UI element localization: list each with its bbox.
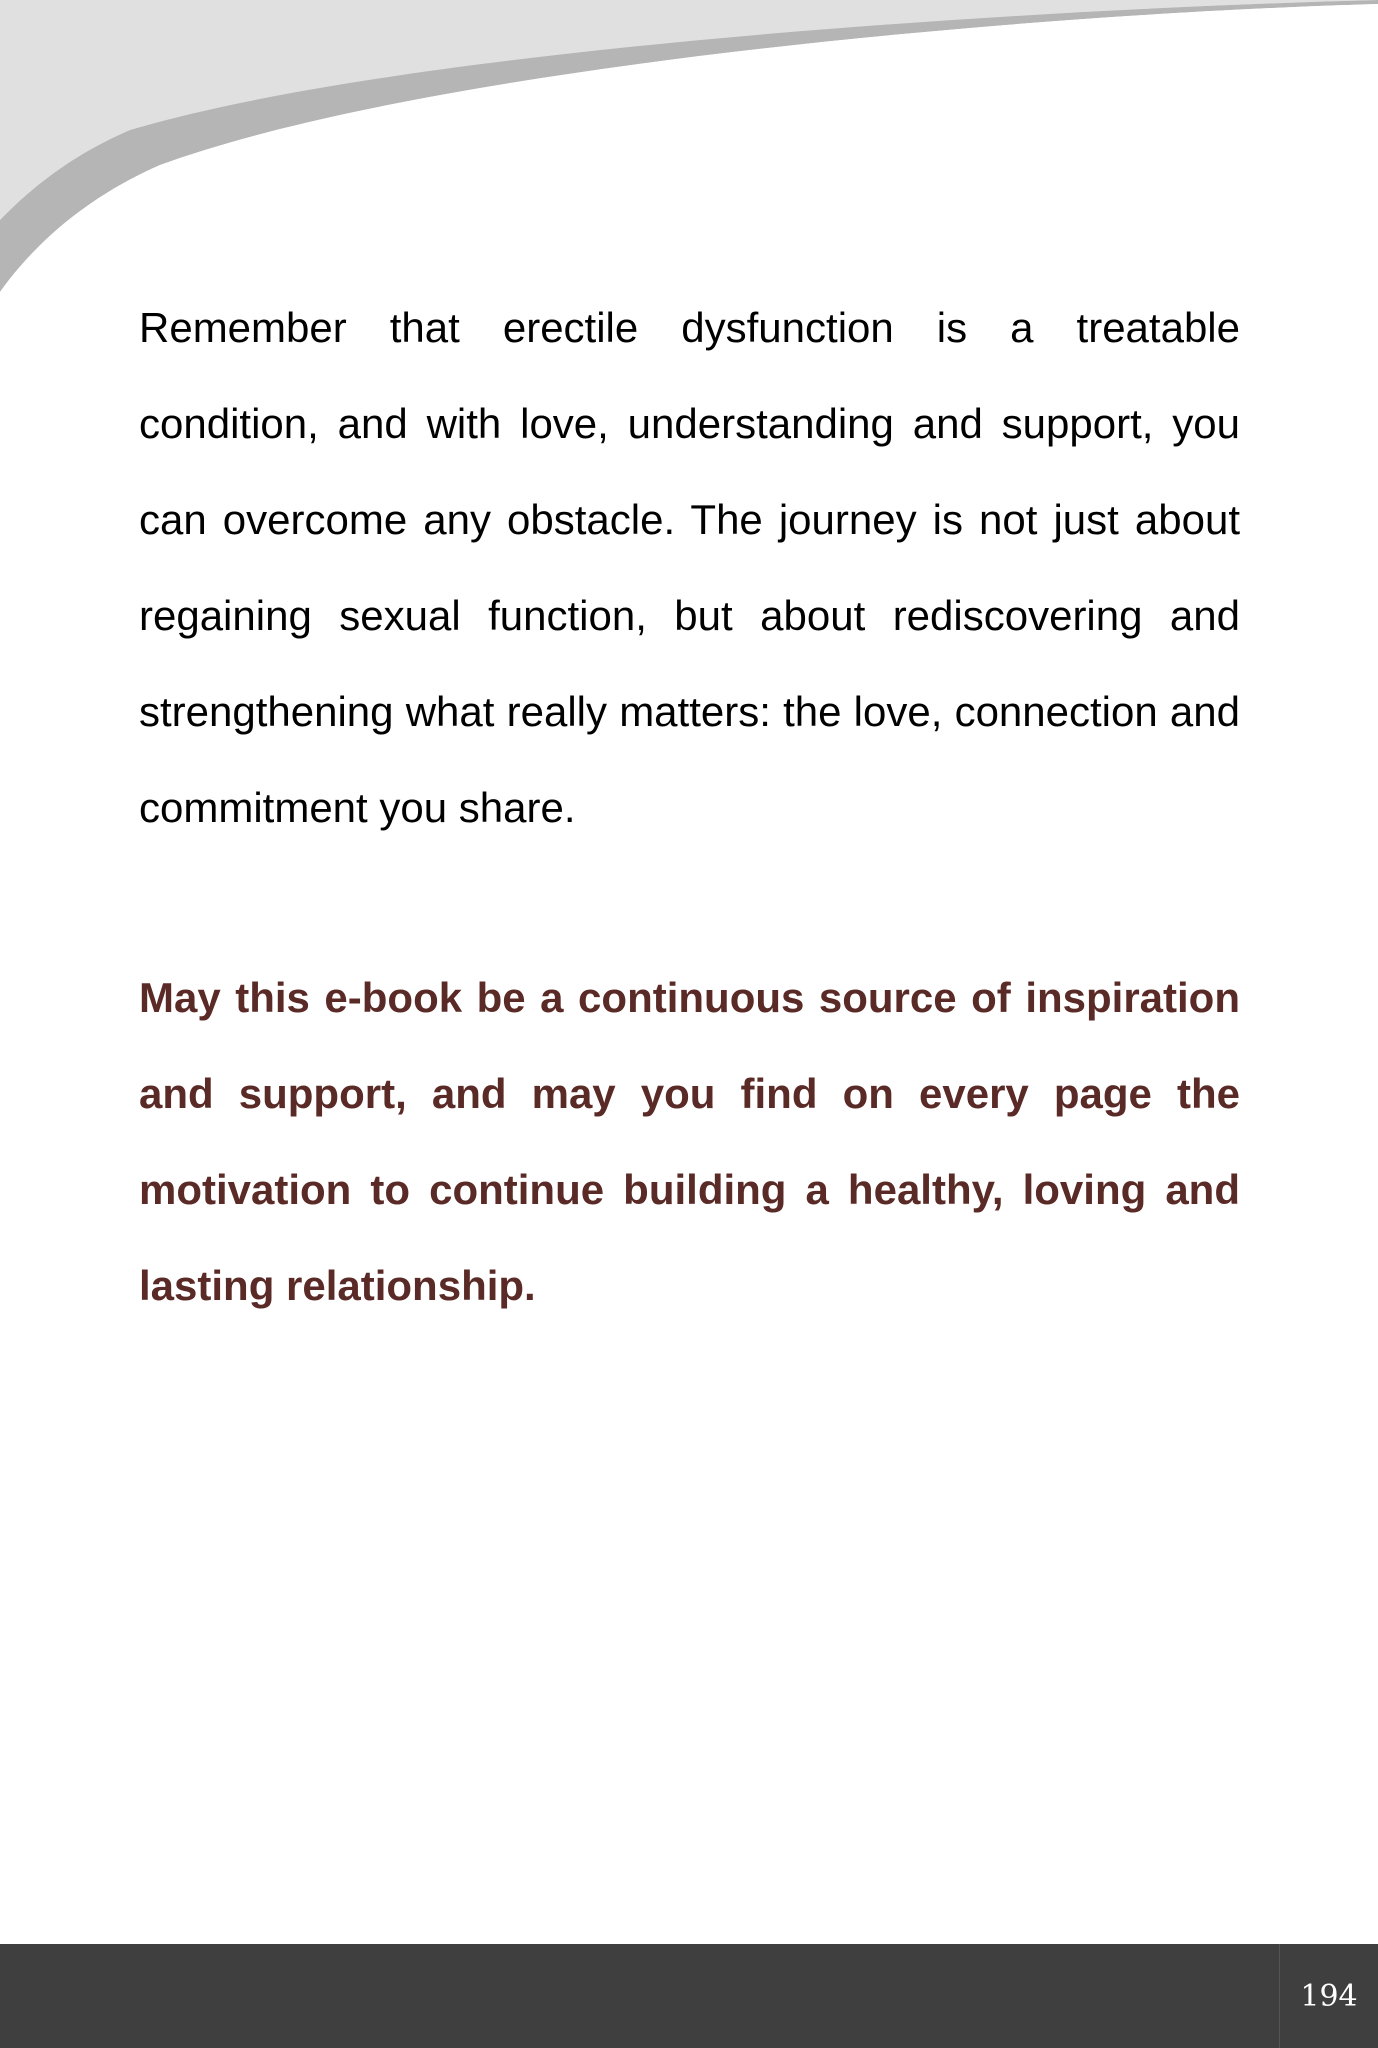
header-curve-decoration bbox=[0, 0, 1378, 300]
page-number-box bbox=[1279, 1944, 1378, 2048]
body-paragraph: Remember that erectile dysfunction is a treatable condition, and with love, understanding and support, you can overcome any obstacle. The journey is not just about regaining sexual function, but about rediscovering and strengthening what really matters: the love, connection and commitment you share. bbox=[139, 304, 1240, 831]
closing-highlight-paragraph: May this e-book be a continuous source of inspiration and support, and may you find on every page the motivation to continue building a healthy, loving and lasting relationship. bbox=[139, 974, 1240, 1309]
page-number: 194 bbox=[1300, 1978, 1358, 2014]
footer-bar bbox=[0, 1944, 1378, 2048]
